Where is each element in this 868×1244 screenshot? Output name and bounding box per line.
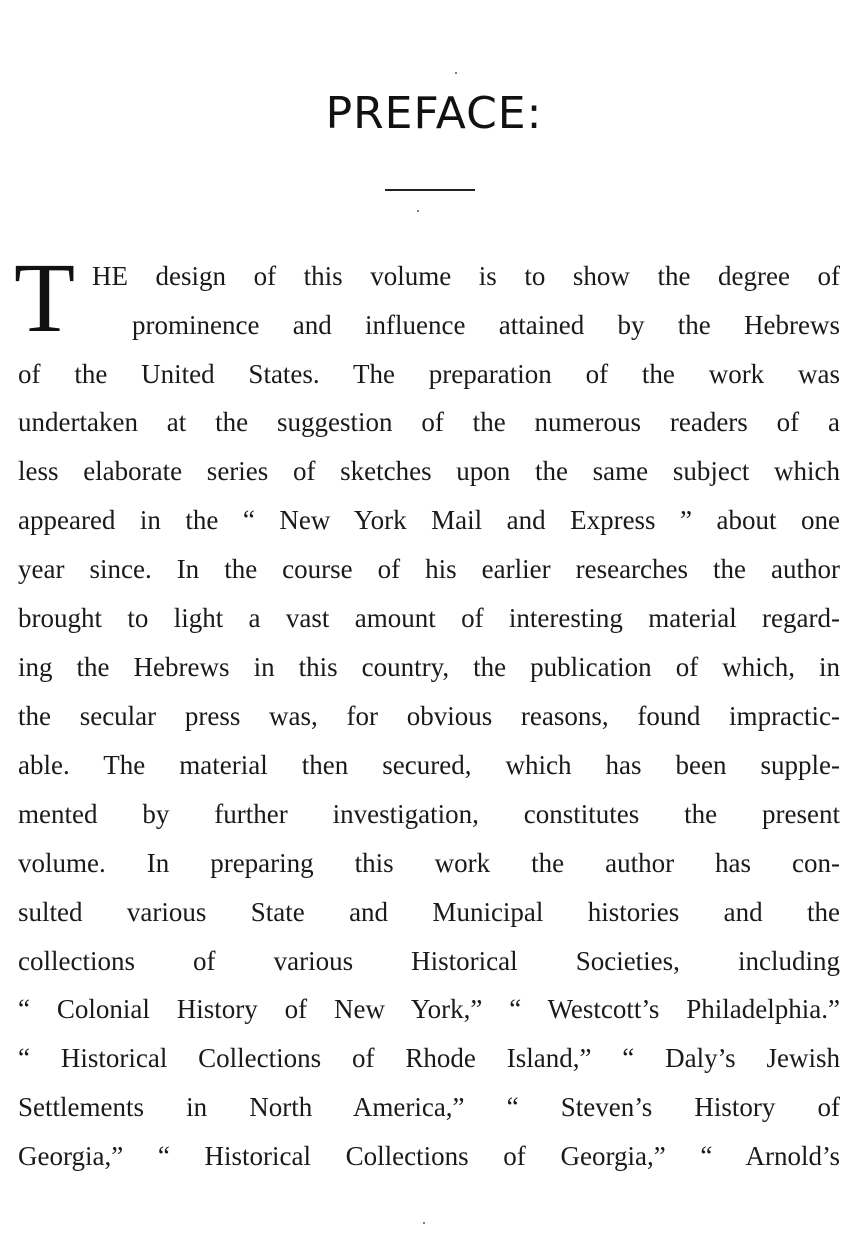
text-line: undertaken at the suggestion of the numerous readers of a xyxy=(18,407,840,437)
text-line: mented by further investigation, constitutes the present xyxy=(18,799,840,829)
drop-cap: T xyxy=(14,242,76,353)
text-line: appeared in the “ New York Mail and Express ” about one xyxy=(18,505,840,535)
text-line: ing the Hebrews in this country, the publication of which, in xyxy=(18,652,840,682)
text-line: collections of various Historical Societies, including xyxy=(18,946,840,976)
text-line: able. The material then secured, which has been supple- xyxy=(18,750,840,780)
text-line: of the United States. The preparation of the work was xyxy=(18,359,840,389)
text-line: less elaborate series of sketches upon the same subject which xyxy=(18,456,840,486)
text-line: brought to light a vast amount of interesting material regard- xyxy=(18,603,840,633)
text-line: “ Colonial History of New York,” “ Westcott’s Philadelphia.” xyxy=(18,994,840,1024)
text-line: year since. In the course of his earlier researches the author xyxy=(18,554,840,584)
text-line: sulted various State and Municipal histories and the xyxy=(18,897,840,927)
text-line: prominence and influence attained by the Hebrews xyxy=(132,310,840,340)
text-line: volume. In preparing this work the author has con- xyxy=(18,848,840,878)
text-line: “ Historical Collections of Rhode Island,” “ Daly’s Jewish xyxy=(18,1043,840,1073)
text-line: Georgia,” “ Historical Collections of Georgia,” “ Arnold’s xyxy=(18,1141,840,1171)
page-title: PREFACE: xyxy=(325,88,543,139)
print-speck xyxy=(417,210,419,212)
print-speck xyxy=(423,1222,425,1224)
print-speck xyxy=(455,72,457,74)
title-rule xyxy=(385,189,475,191)
text-line: the secular press was, for obvious reasons, found impractic- xyxy=(18,701,840,731)
text-line: Settlements in North America,” “ Steven’s History of xyxy=(18,1092,840,1122)
text-line: HE design of this volume is to show the degree of xyxy=(92,261,840,291)
